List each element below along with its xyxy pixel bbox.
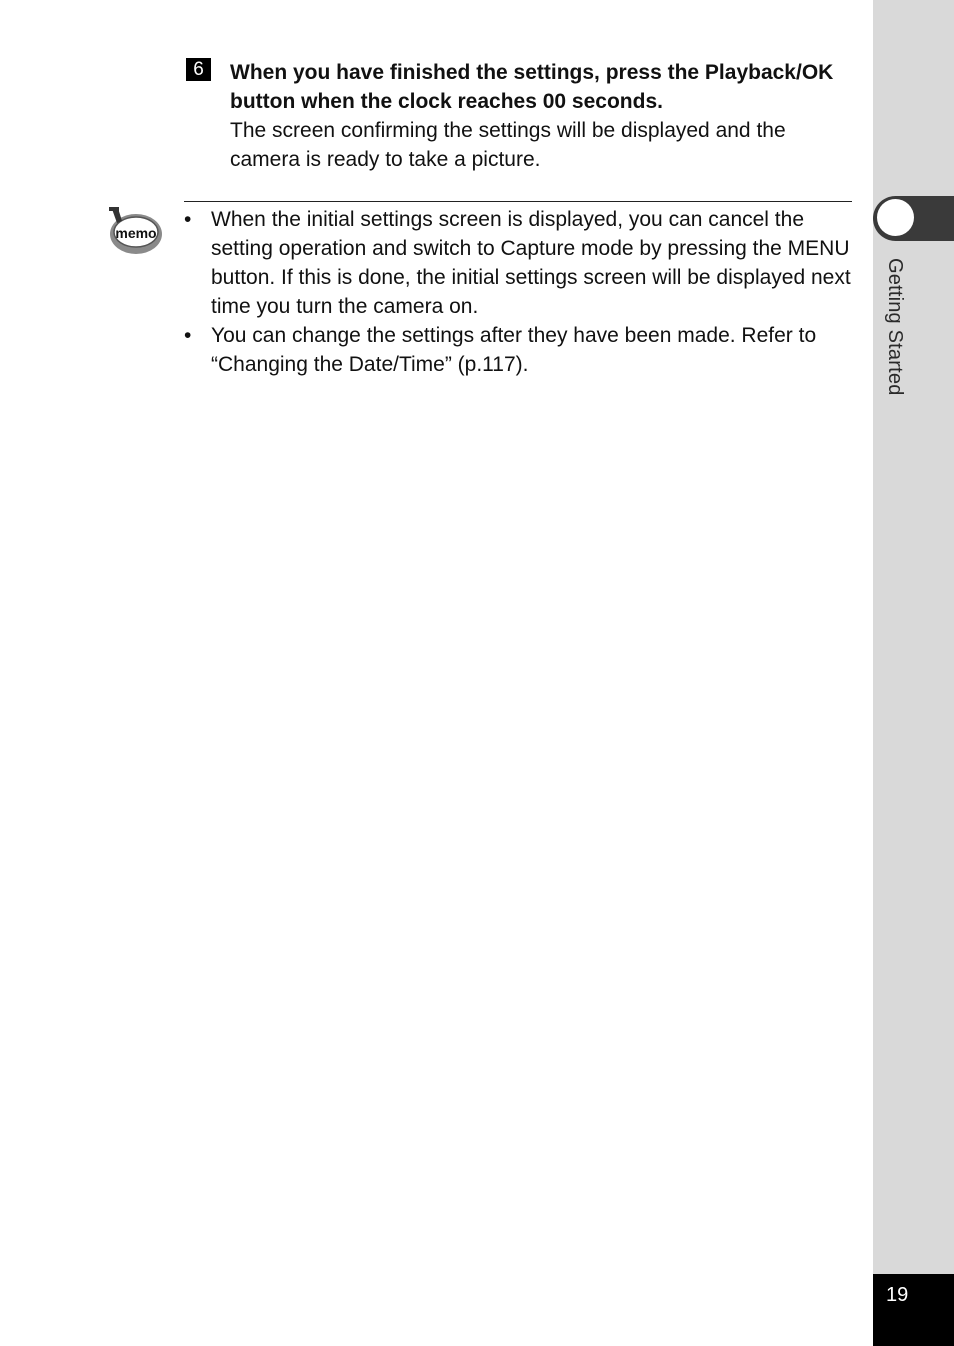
chapter-marker-circle [877, 199, 914, 236]
memo-list [184, 205, 856, 379]
memo-item-text: When the initial settings screen is displayed, you can cancel the setting operation and switch to Capture mode by pressing the MENU button. If this is done, the initial settings screen will be displayed next time you turn the camera on. [211, 208, 851, 318]
memo-icon-label: memo [115, 225, 157, 241]
section-label: Getting Started [884, 258, 906, 396]
bullet-marker: • [184, 324, 192, 347]
memo-icon [106, 205, 164, 259]
step-description: The screen confirming the settings will be displayed and the camera is ready to take a picture. [230, 119, 786, 171]
step-number-badge: 6 [186, 58, 211, 81]
memo-item [184, 321, 856, 379]
page-number: 19 [886, 1284, 909, 1306]
memo-divider [184, 201, 852, 202]
memo-item [184, 205, 856, 321]
step-title: When you have finished the settings, press the Playback/OK button when the clock reaches 00 seconds. [230, 61, 834, 113]
memo-item-text: You can change the settings after they have been made. Refer to “Changing the Date/Time” (p.117). [211, 324, 817, 376]
bullet-marker: • [184, 208, 192, 231]
